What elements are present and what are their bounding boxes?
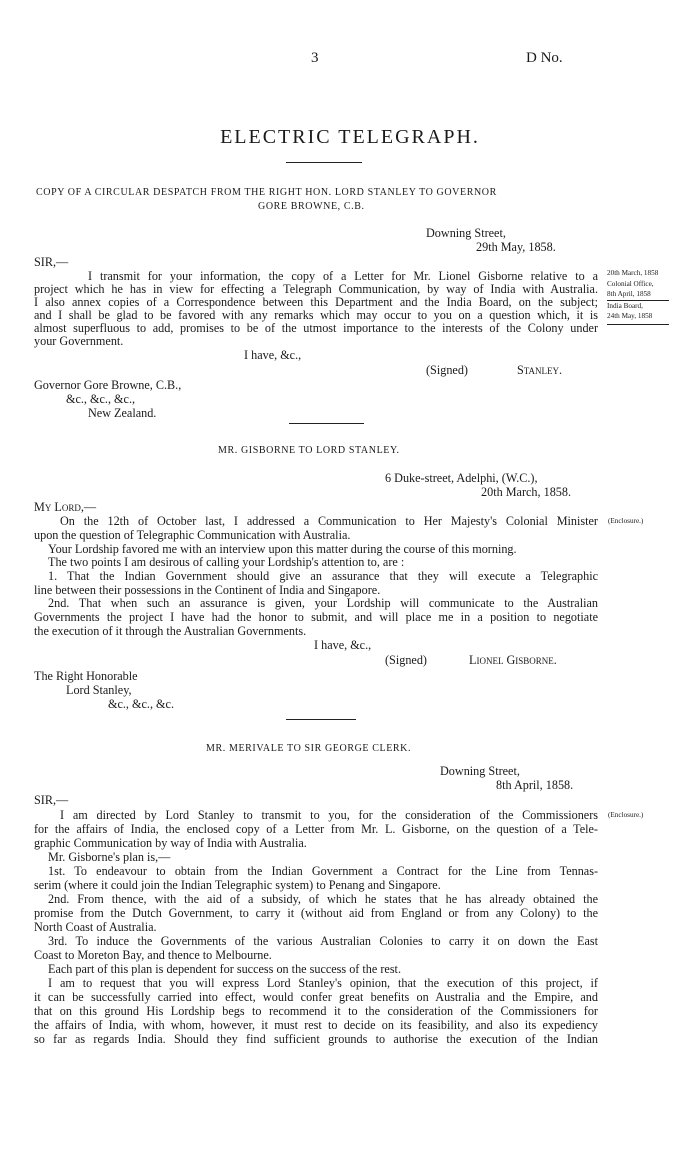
margin-note: (Enclosure.) <box>608 811 644 819</box>
circular-body-line: I also annex copies of a Correspondence between this Department and the India Board, on the subject; <box>34 295 598 309</box>
gisborne-addressee-line: &c., &c., &c. <box>108 697 174 711</box>
merivale-body-line: so far as regards India. Should they find sufficient grounds to authorise the execution of the Indian <box>34 1032 598 1046</box>
gisborne-body-line: line between their possessions in the Continent of India and Singapore. <box>34 583 381 597</box>
gisborne-addressee-line: The Right Honorable <box>34 669 138 683</box>
circular-addressee-line: &c., &c., &c., <box>66 392 136 406</box>
gisborne-body-line: 1. That the Indian Government should give an assurance that they will execute a Telegraphic <box>48 569 598 583</box>
circular-heading-line1: COPY OF A CIRCULAR DESPATCH FROM THE RIGHT HON. LORD STANLEY TO GOVERNOR <box>36 187 497 198</box>
merivale-body-line: that on this ground His Lordship begs to recommend it to the consideration of the Commissioners for <box>34 1004 598 1018</box>
margin-note: 20th March, 1858 <box>607 269 659 277</box>
gisborne-body-line: upon the question of Telegraphic Communication with Australia. <box>34 528 351 542</box>
merivale-body-line: for the affairs of India, the enclosed copy of a Letter from Mr. L. Gisborne, on the question of a Tele- <box>34 822 598 836</box>
margin-note: 8th April, 1858 <box>607 290 651 298</box>
merivale-body-line: Each part of this plan is dependent for success on the success of the rest. <box>48 962 401 976</box>
circular-body-line: almost superfluous to add, promises to be of the utmost importance to the interests of the Colony under <box>34 321 598 335</box>
merivale-body-line: I am directed by Lord Stanley to transmit to you, for the consideration of the Commissioners <box>60 808 598 822</box>
circular-body-line: and I shall be glad to be favored with any remarks which may occur to you on a question which, it is <box>34 308 598 322</box>
gisborne-signature: Lionel Gisborne. <box>469 653 557 667</box>
page-number: 3 <box>311 50 319 66</box>
gisborne-body-line: The two points I am desirous of calling your Lordship's attention to, are : <box>48 555 405 569</box>
merivale-date: 8th April, 1858. <box>496 778 574 792</box>
merivale-body-line: Mr. Gisborne's plan is,— <box>48 850 171 864</box>
margin-note: 24th May, 1858 <box>607 312 653 320</box>
gisborne-body-line: the execution of it through the Australian Governments. <box>34 624 307 638</box>
section-divider <box>286 719 356 720</box>
circular-addressee-line: New Zealand. <box>88 406 157 420</box>
gisborne-date: 20th March, 1858. <box>481 485 572 499</box>
margin-note: (Enclosure.) <box>608 517 644 525</box>
circular-heading-line2: GORE BROWNE, C.B. <box>258 201 365 212</box>
merivale-salutation: SIR,— <box>34 793 69 807</box>
merivale-body-line: it can be successfully carried into effect, would confer great benefits on Australia and the Empire, and <box>34 990 598 1004</box>
merivale-place: Downing Street, <box>440 764 520 778</box>
section-divider <box>289 423 364 424</box>
title-divider <box>286 162 362 163</box>
circular-date: 29th May, 1858. <box>476 240 556 254</box>
margin-note: India Board, <box>607 302 643 310</box>
merivale-body-line: Coast to Moreton Bay, and thence to Melbourne. <box>34 948 272 962</box>
merivale-body-line: graphic Communication by way of India with Australia. <box>34 836 307 850</box>
page-label: D No. <box>526 50 563 66</box>
circular-salutation: SIR,— <box>34 255 69 269</box>
gisborne-body-line: Your Lordship favored me with an interview upon this matter during the course of this morning. <box>48 542 517 556</box>
merivale-body-line: serim (where it could join the Indian Telegraphic system) to Penang and Singapore. <box>34 878 441 892</box>
page-title: ELECTRIC TELEGRAPH. <box>220 126 480 148</box>
gisborne-signed: (Signed) <box>385 653 427 667</box>
gisborne-salutation: My Lord,— <box>34 500 97 514</box>
merivale-body-line: 2nd. From thence, with the aid of a subsidy, of which he states that he has already obtained the <box>48 892 598 906</box>
margin-divider <box>607 324 669 325</box>
gisborne-body-line: 2nd. That when such an assurance is given, your Lordship will communicate to the Australian <box>48 596 598 610</box>
merivale-body-line: North Coast of Australia. <box>34 920 157 934</box>
merivale-body-line: the affairs of India, with whom, however, it must rest to decide on its feasibility, and also its expediency <box>34 1018 598 1032</box>
gisborne-body-line: Governments the project I have had the honor to submit, and will place me in a position to negotiate <box>34 610 598 624</box>
circular-signed: (Signed) <box>426 363 468 377</box>
gisborne-body-line: On the 12th of October last, I addressed a Communication to Her Majesty's Colonial Minister <box>60 514 598 528</box>
merivale-body-line: I am to request that you will express Lord Stanley's opinion, that the execution of this project, if <box>48 976 598 990</box>
circular-body-line: your Government. <box>34 334 124 348</box>
merivale-body-line: 3rd. To induce the Governments of the various Australian Colonies to carry it on down the East <box>48 934 598 948</box>
circular-body-line: project which he has in view for effecting a Telegraph Communication, by way of India with Australia. <box>34 282 598 296</box>
circular-closing: I have, &c., <box>244 348 302 362</box>
circular-signature: Stanley. <box>517 363 563 377</box>
merivale-body-line: 1st. To endeavour to obtain from the Indian Government a Contract for the Line from Tennas- <box>48 864 598 878</box>
merivale-heading: MR. MERIVALE TO SIR GEORGE CLERK. <box>206 743 412 754</box>
gisborne-address: 6 Duke-street, Adelphi, (W.C.), <box>385 471 538 485</box>
margin-divider <box>607 300 669 301</box>
gisborne-closing: I have, &c., <box>314 638 372 652</box>
merivale-body-line: promise from the Dutch Government, to carry it (without aid from England or from any Colony) to the <box>34 906 598 920</box>
circular-body-line: I transmit for your information, the copy of a Letter for Mr. Lionel Gisborne relative to a <box>88 269 598 283</box>
circular-place: Downing Street, <box>426 226 506 240</box>
circular-addressee-line: Governor Gore Browne, C.B., <box>34 378 182 392</box>
gisborne-heading: MR. GISBORNE TO LORD STANLEY. <box>218 445 400 456</box>
gisborne-addressee-line: Lord Stanley, <box>66 683 132 697</box>
margin-note: Colonial Office, <box>607 280 654 288</box>
